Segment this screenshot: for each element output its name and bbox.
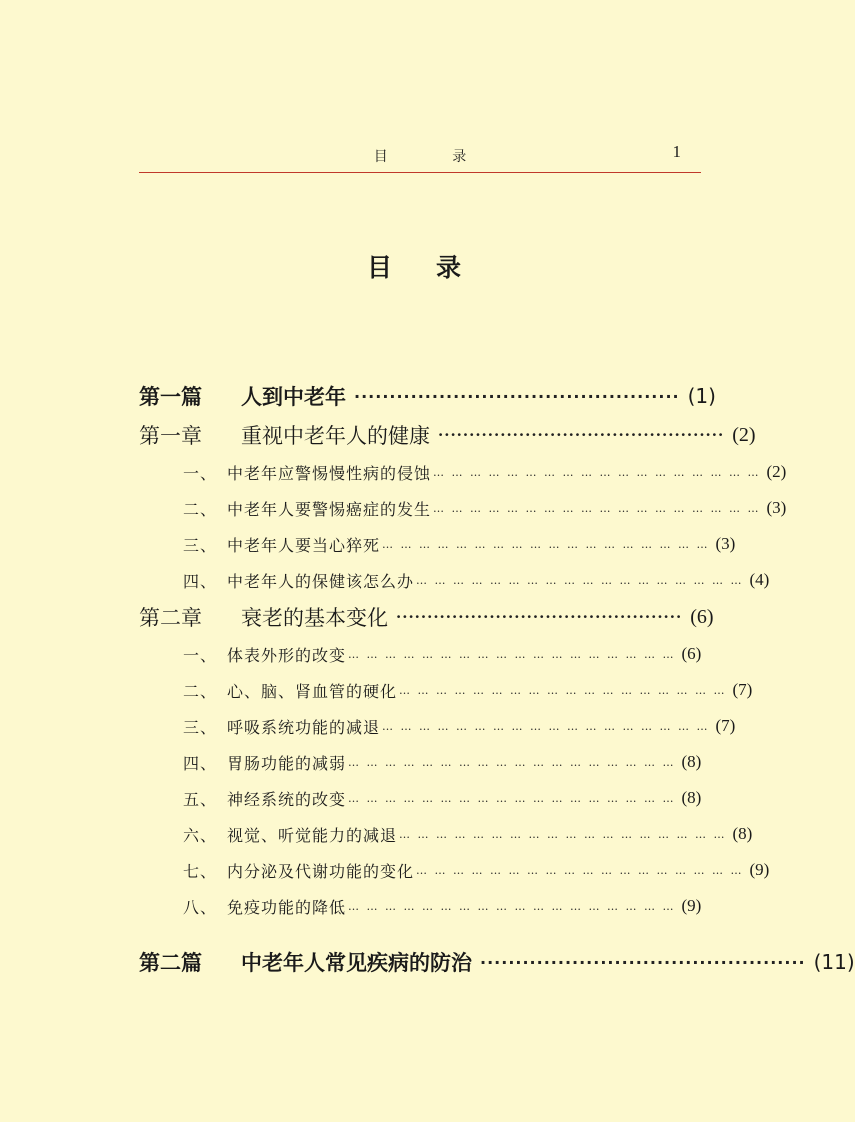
entry-label — [183, 859, 414, 882]
page-ref: (3) — [715, 534, 736, 553]
chapter-title: 衰老的基本变化 — [241, 606, 388, 630]
page-ref: (7) — [715, 716, 736, 735]
part-number: 第二篇 — [139, 951, 202, 975]
dot-leader: … … … … … … … … … … … … … … … … … … — [382, 719, 710, 733]
part-title: 人到中老年 — [241, 385, 346, 409]
page-ref: (8) — [681, 788, 702, 807]
section-title: 中老年人的保健该怎么办 — [227, 571, 415, 591]
entry-label — [139, 602, 388, 632]
entry-label — [183, 715, 380, 738]
page-ref: (3) — [766, 498, 787, 517]
dot-leader: … … … … … … … … … … … … … … … … … … — [348, 899, 676, 913]
dot-leader: … … … … … … … … … … … … … … … … … … — [348, 791, 676, 805]
toc-section[interactable] — [139, 490, 787, 526]
entry-label — [183, 569, 414, 592]
section-number: 八、 — [183, 897, 218, 917]
dot-leader: … … … … … … … … … … … … … … … … … … — [348, 647, 676, 661]
page-ref: (6) — [681, 644, 702, 663]
dot-leader: … … … … … … … … … … … … … … … … … … — [416, 863, 744, 877]
entry-label — [139, 947, 472, 977]
toc-section[interactable] — [139, 454, 787, 490]
entry-label — [139, 381, 346, 411]
page-ref: (2) — [766, 462, 787, 481]
entry-label — [183, 895, 346, 918]
toc-chapter-1[interactable] — [139, 416, 756, 454]
section-number: 六、 — [183, 825, 218, 845]
page-ref: (4) — [749, 570, 770, 589]
section-number: 七、 — [183, 861, 218, 881]
section-title: 中老年人要警惕癌症的发生 — [227, 499, 432, 519]
toc-section[interactable] — [139, 636, 701, 672]
dot-leader: ·············································· — [438, 426, 725, 444]
section-title: 免疫功能的降低 — [227, 897, 347, 917]
entry-label — [183, 679, 397, 702]
section-number: 三、 — [183, 717, 218, 737]
toc-section[interactable] — [139, 816, 753, 852]
toc-part-1[interactable] — [139, 376, 716, 416]
entry-label — [139, 420, 430, 450]
chapter-number: 第一章 — [139, 424, 202, 448]
section-number: 一、 — [183, 463, 218, 483]
section-title: 内分泌及代谢功能的变化 — [227, 861, 415, 881]
toc-section[interactable] — [139, 888, 701, 924]
dot-leader: ·············································· — [480, 952, 806, 972]
chapter-title: 重视中老年人的健康 — [241, 424, 430, 448]
section-title: 中老年人要当心猝死 — [227, 535, 381, 555]
toc-part-2[interactable] — [139, 942, 855, 982]
table-of-contents — [139, 376, 855, 982]
section-title: 中老年应警惕慢性病的侵蚀 — [227, 463, 432, 483]
page-ref: (8) — [681, 752, 702, 771]
section-number: 二、 — [183, 681, 218, 701]
page-ref: (8) — [732, 824, 753, 843]
toc-section[interactable] — [139, 672, 753, 708]
entry-label — [183, 461, 431, 484]
dot-leader: ·············································· — [354, 386, 680, 406]
dot-leader: … … … … … … … … … … … … … … … … … … — [399, 683, 727, 697]
toc-title: 目录 — [366, 253, 505, 282]
toc-section[interactable] — [139, 852, 770, 888]
toc-section[interactable] — [139, 562, 770, 598]
page-ref: (2) — [732, 423, 756, 446]
entry-label — [183, 533, 380, 556]
entry-label — [183, 643, 346, 666]
section-title: 体表外形的改变 — [227, 645, 347, 665]
section-number: 一、 — [183, 645, 218, 665]
dot-leader: … … … … … … … … … … … … … … … … … … — [382, 537, 710, 551]
dot-leader: ·············································· — [396, 608, 683, 626]
page-ref: (9) — [681, 896, 702, 915]
section-number: 四、 — [183, 571, 218, 591]
page-number: 1 — [672, 142, 681, 161]
entry-label — [183, 497, 431, 520]
dot-leader: … … … … … … … … … … … … … … … … … … — [433, 501, 761, 515]
running-title: 目 录 — [373, 149, 497, 165]
page-ref: (7) — [732, 680, 753, 699]
running-header — [139, 140, 701, 173]
entry-label — [183, 751, 346, 774]
toc-section[interactable] — [139, 708, 736, 744]
page-ref: (11) — [813, 950, 855, 974]
section-title: 心、脑、肾血管的硬化 — [227, 681, 398, 701]
part-title: 中老年人常见疾病的防治 — [241, 951, 472, 975]
page-ref: (9) — [749, 860, 770, 879]
section-title: 神经系统的改变 — [227, 789, 347, 809]
toc-section[interactable] — [139, 780, 701, 816]
toc-section[interactable] — [139, 526, 736, 562]
section-number: 二、 — [183, 499, 218, 519]
part-number: 第一篇 — [139, 385, 202, 409]
dot-leader: … … … … … … … … … … … … … … … … … … — [348, 755, 676, 769]
entry-label — [183, 823, 397, 846]
page-ref: (1) — [687, 384, 716, 408]
dot-leader: … … … … … … … … … … … … … … … … … … — [433, 465, 761, 479]
dot-leader: … … … … … … … … … … … … … … … … … … — [399, 827, 727, 841]
chapter-number: 第二章 — [139, 606, 202, 630]
entry-label — [183, 787, 346, 810]
section-title: 视觉、听觉能力的减退 — [227, 825, 398, 845]
toc-section[interactable] — [139, 744, 701, 780]
section-title: 胃肠功能的减弱 — [227, 753, 347, 773]
section-number: 三、 — [183, 535, 218, 555]
dot-leader: … … … … … … … … … … … … … … … … … … — [416, 573, 744, 587]
section-title: 呼吸系统功能的减退 — [227, 717, 381, 737]
spacer — [139, 924, 701, 942]
section-number: 五、 — [183, 789, 218, 809]
section-number: 四、 — [183, 753, 218, 773]
page-ref: (6) — [690, 605, 714, 628]
toc-chapter-2[interactable] — [139, 598, 714, 636]
